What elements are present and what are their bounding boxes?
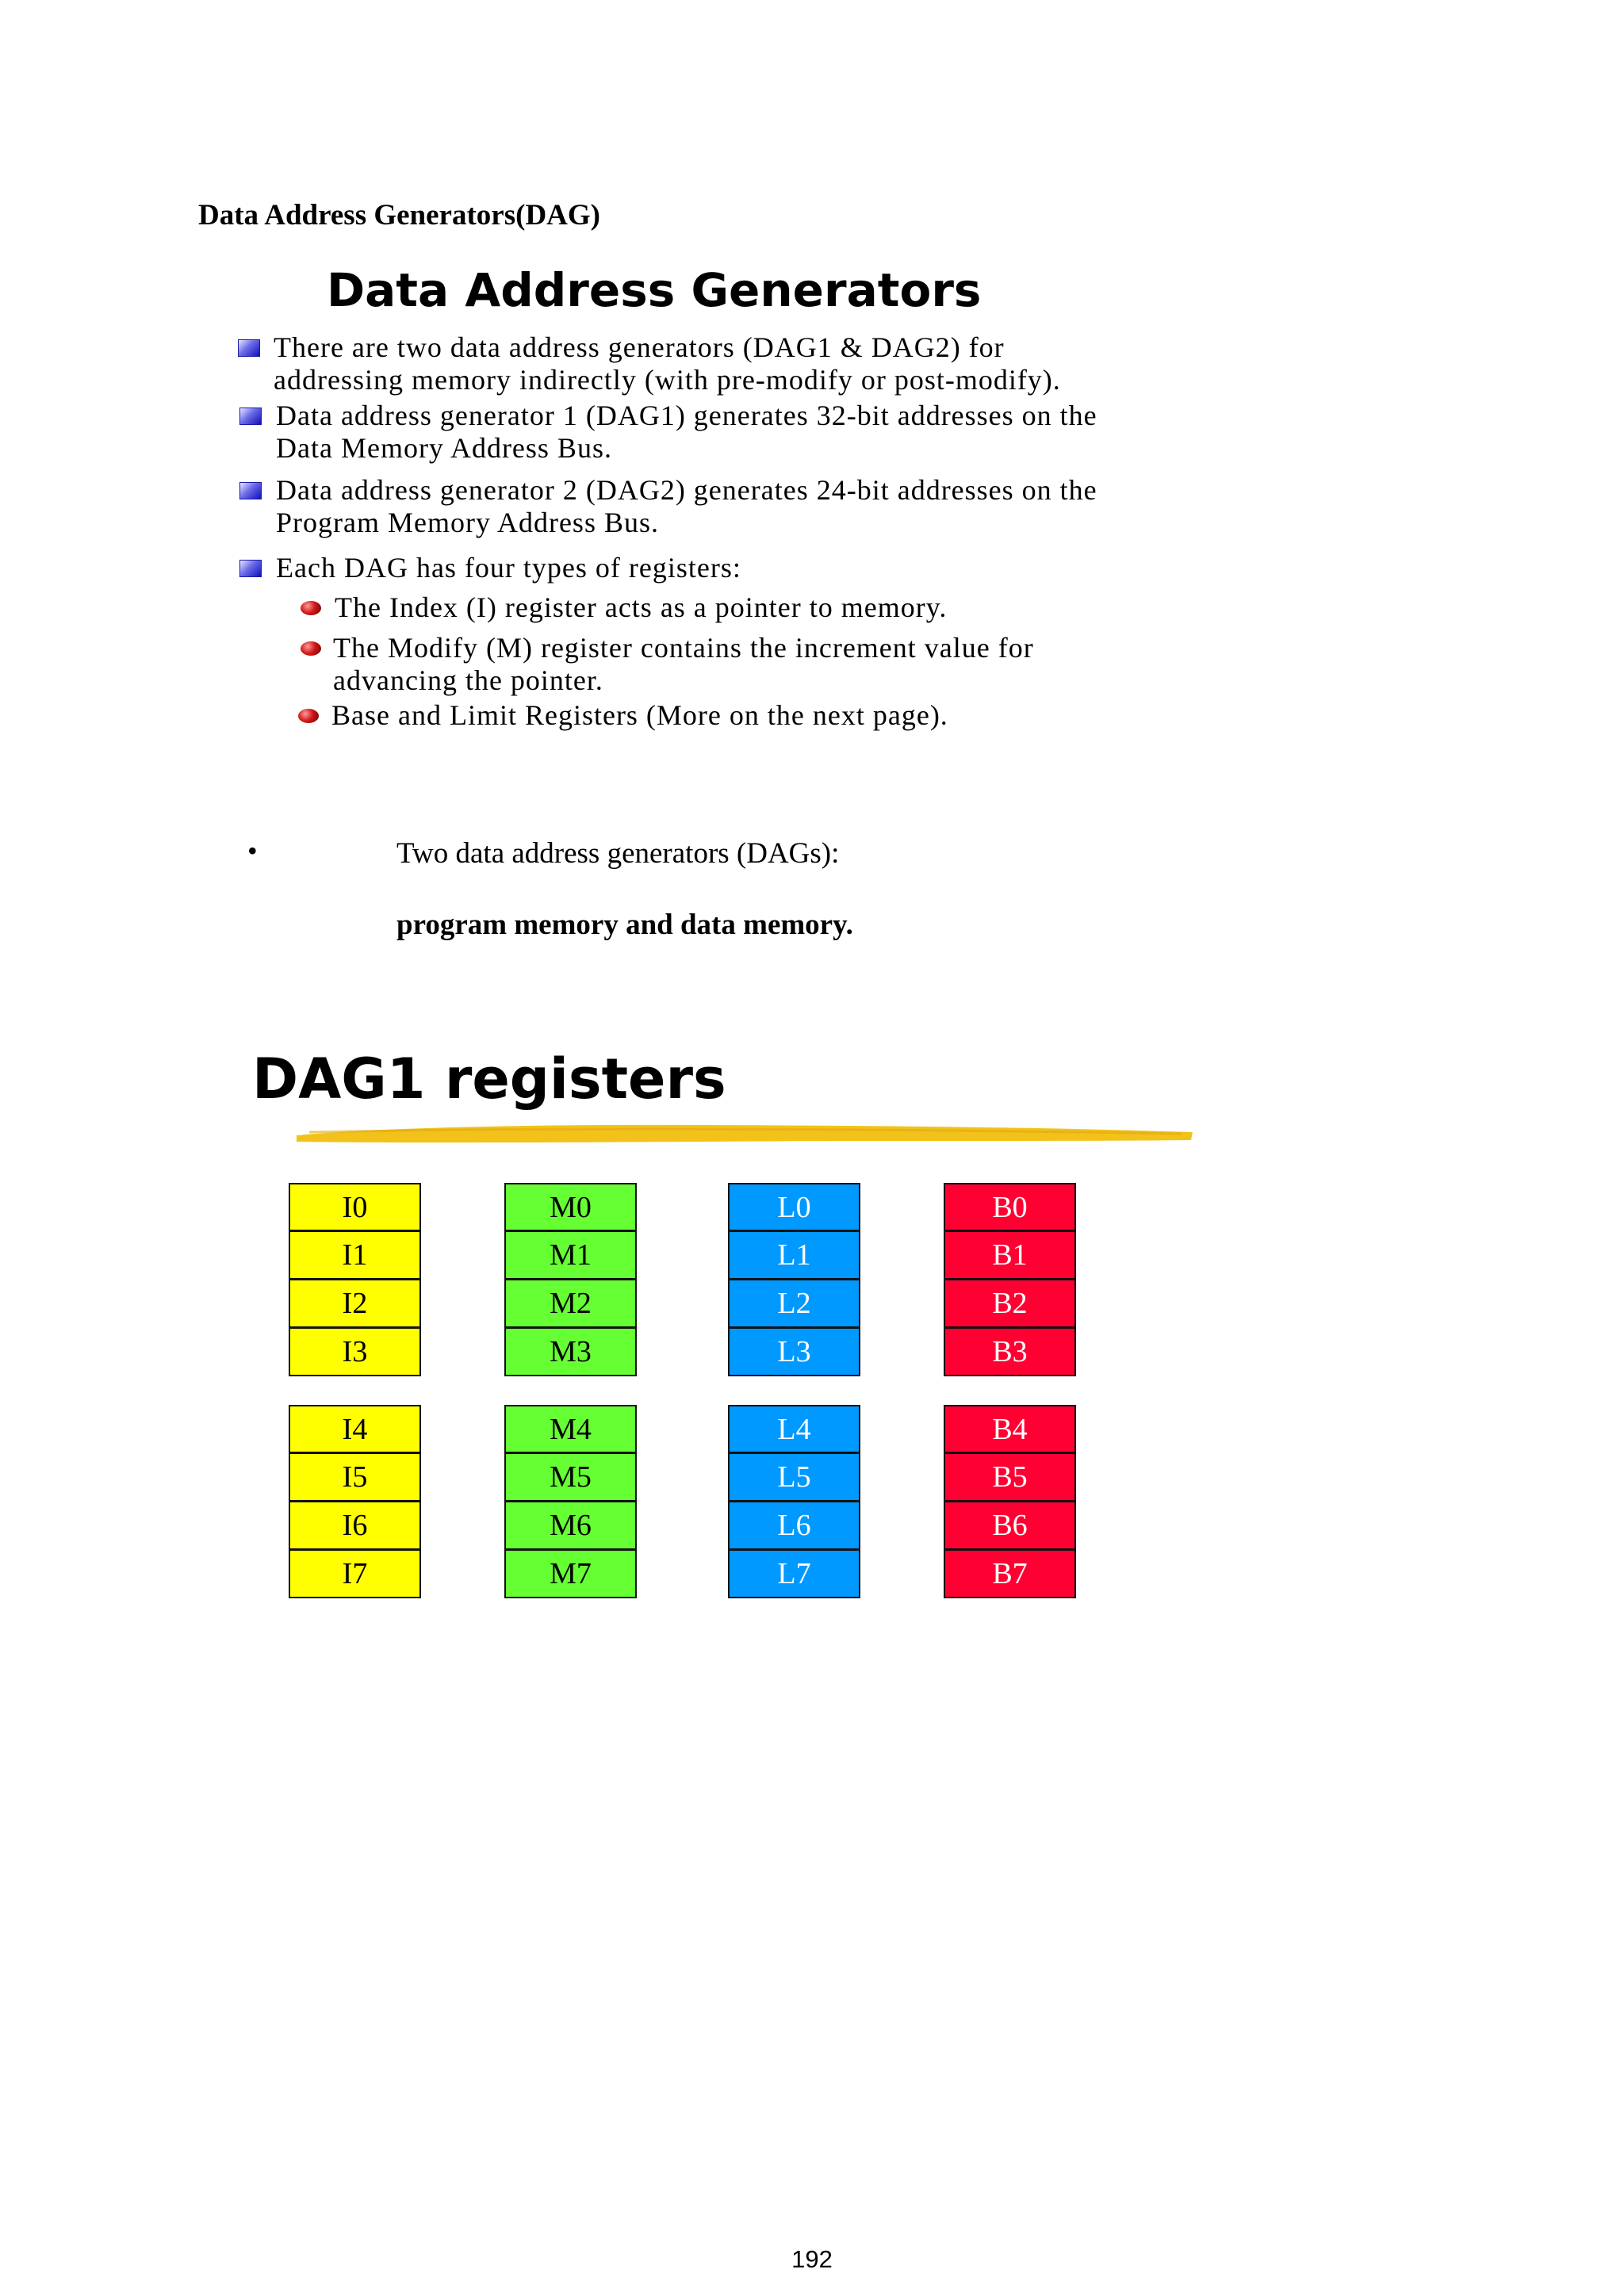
bullet-line: Data address generator 2 (DAG2) generates 24-bit addresses on the — [276, 474, 1097, 506]
red-ball-bullet-icon — [301, 601, 321, 615]
modify-register-cell: M5 — [504, 1453, 637, 1502]
modify-register-cell: M0 — [504, 1183, 637, 1231]
index-register-cell: I0 — [289, 1183, 421, 1231]
sub-bullet-item — [333, 632, 1034, 697]
modify-register-cell: M6 — [504, 1502, 637, 1550]
square-bullet-icon — [239, 408, 262, 425]
modify-register-cell: M7 — [504, 1550, 637, 1598]
sub-bullet-line: advancing the pointer. — [333, 664, 603, 696]
bullet-item — [274, 331, 1061, 396]
base-register-cell: B6 — [944, 1502, 1076, 1550]
section-heading: Data Address Generators(DAG) — [198, 199, 600, 232]
base-register-column — [944, 1183, 1076, 1376]
bullet-item — [276, 400, 1097, 465]
index-register-cell: I7 — [289, 1550, 421, 1598]
square-bullet-icon — [238, 339, 260, 357]
length-register-cell: L4 — [728, 1405, 860, 1453]
length-register-cell: L5 — [728, 1453, 860, 1502]
bullet-line: Data address generator 1 (DAG1) generates 32-bit addresses on the — [276, 400, 1097, 431]
index-register-cell: I6 — [289, 1502, 421, 1550]
length-register-cell: L1 — [728, 1231, 860, 1280]
bullet-line: Data Memory Address Bus. — [276, 432, 612, 464]
red-ball-bullet-icon — [298, 709, 319, 723]
base-register-cell: B1 — [944, 1231, 1076, 1280]
length-register-cell: L0 — [728, 1183, 860, 1231]
bullet-line: Each DAG has four types of registers: — [276, 552, 741, 584]
square-bullet-icon — [239, 482, 262, 499]
base-register-cell: B2 — [944, 1280, 1076, 1328]
index-register-column — [289, 1183, 421, 1376]
dag-summary-bold: program memory and data memory. — [396, 909, 853, 941]
modify-register-cell: M3 — [504, 1328, 637, 1376]
modify-register-cell: M1 — [504, 1231, 637, 1280]
dag-summary: Two data address generators (DAGs): — [396, 837, 840, 870]
page-number: 192 — [791, 2245, 833, 2273]
sub-bullet-item — [331, 699, 948, 732]
bullet-item — [276, 474, 1097, 539]
length-register-cell: L7 — [728, 1550, 860, 1598]
modify-register-cell: M4 — [504, 1405, 637, 1453]
length-register-cell: L6 — [728, 1502, 860, 1550]
length-register-cell: L3 — [728, 1328, 860, 1376]
sub-bullet-line: The Modify (M) register contains the increment value for — [333, 632, 1034, 664]
base-register-cell: B7 — [944, 1550, 1076, 1598]
index-register-cell: I3 — [289, 1328, 421, 1376]
modify-register-column — [504, 1405, 637, 1598]
red-ball-bullet-icon — [301, 641, 321, 656]
base-register-cell: B0 — [944, 1183, 1076, 1231]
sub-bullet-line: The Index (I) register acts as a pointer to memory. — [335, 591, 948, 623]
length-register-column — [728, 1183, 860, 1376]
base-register-column — [944, 1405, 1076, 1598]
base-register-cell: B3 — [944, 1328, 1076, 1376]
bullet-line: There are two data address generators (DAG1 & DAG2) for — [274, 331, 1005, 363]
dag1-registers-title: DAG1 registers — [252, 1047, 726, 1112]
length-register-column — [728, 1405, 860, 1598]
dot-bullet: • — [247, 835, 258, 867]
bullet-line: Program Memory Address Bus. — [276, 507, 659, 538]
base-register-cell: B5 — [944, 1453, 1076, 1502]
length-register-cell: L2 — [728, 1280, 860, 1328]
base-register-cell: B4 — [944, 1405, 1076, 1453]
bullet-item — [276, 552, 741, 584]
index-register-cell: I5 — [289, 1453, 421, 1502]
sub-bullet-line: Base and Limit Registers (More on the next page). — [331, 699, 948, 731]
modify-register-column — [504, 1183, 637, 1376]
highlighter-underline — [293, 1118, 1197, 1150]
index-register-cell: I1 — [289, 1231, 421, 1280]
index-register-column — [289, 1405, 421, 1598]
sub-bullet-item — [335, 591, 947, 624]
index-register-cell: I4 — [289, 1405, 421, 1453]
modify-register-cell: M2 — [504, 1280, 637, 1328]
slide-title: Data Address Generators — [327, 263, 982, 317]
square-bullet-icon — [239, 560, 262, 577]
index-register-cell: I2 — [289, 1280, 421, 1328]
bullet-line: addressing memory indirectly (with pre-modify or post-modify). — [274, 364, 1061, 396]
